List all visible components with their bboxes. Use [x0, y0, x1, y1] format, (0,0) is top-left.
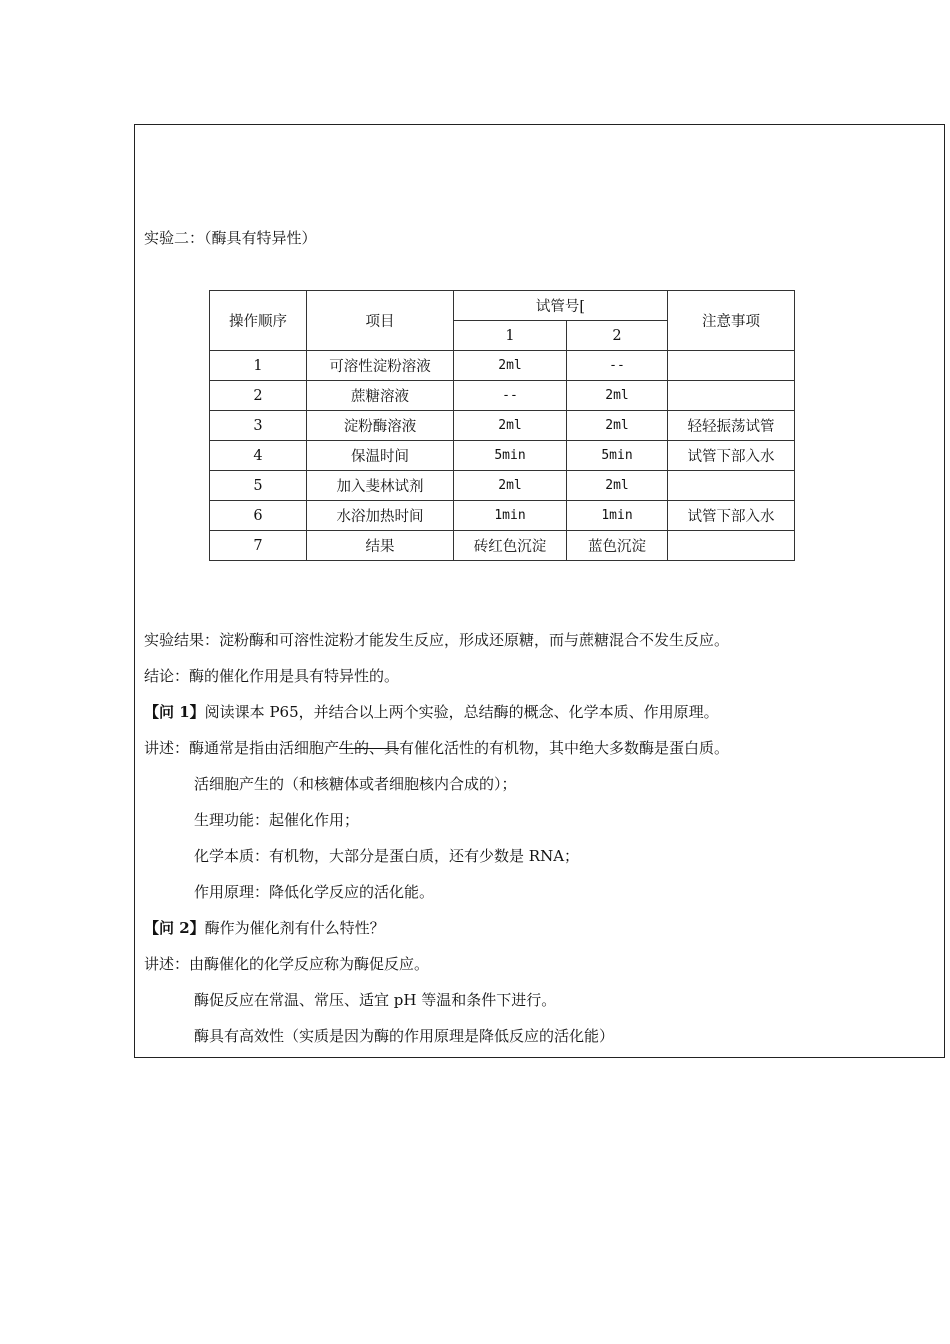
question-1	[144, 701, 719, 722]
cell-tube2: 蓝色沉淀	[567, 531, 668, 561]
header-tube-2: 2	[567, 321, 668, 351]
cell-tube2: --	[567, 351, 668, 381]
talk-1	[144, 737, 729, 758]
question-1-tag: 【问 1】	[144, 703, 205, 721]
table-row	[210, 381, 795, 411]
cell-note	[668, 531, 795, 561]
header-step: 操作顺序	[210, 291, 307, 351]
cell-tube1: 2ml	[454, 411, 567, 441]
question-2-text: 酶作为催化剂有什么特性？	[204, 919, 385, 937]
cell-note: 试管下部入水	[668, 441, 795, 471]
table-row	[210, 501, 795, 531]
cell-step: 2	[210, 381, 307, 411]
cell-tube2: 5min	[567, 441, 668, 471]
cell-item: 可溶性淀粉溶液	[307, 351, 454, 381]
talk-1-suffix: 有催化活性的有机物，其中绝大多数酶是蛋白质。	[399, 739, 730, 757]
cell-item: 结果	[307, 531, 454, 561]
experiment-table	[209, 290, 795, 561]
cell-step: 6	[210, 501, 307, 531]
talk-1-line: 作用原理：降低化学反应的活化能。	[194, 883, 435, 901]
talk-1-prefix: 讲述：酶通常是指由活细胞产	[144, 739, 340, 757]
table-row	[210, 531, 795, 561]
cell-tube2: 1min	[567, 501, 668, 531]
talk-1-line: 生理功能：起催化作用；	[194, 811, 360, 829]
cell-note: 试管下部入水	[668, 501, 795, 531]
talk-1-struck: 生的、具	[339, 739, 400, 757]
cell-tube2: 2ml	[567, 471, 668, 501]
cell-tube1: 砖红色沉淀	[454, 531, 567, 561]
cell-note	[668, 351, 795, 381]
cell-tube1: --	[454, 381, 567, 411]
talk-2: 讲述：由酶催化的化学反应称为酶促反应。	[144, 955, 430, 973]
cell-item: 淀粉酶溶液	[307, 411, 454, 441]
section-heading: 实验二：（酶具有特异性）	[144, 229, 317, 247]
cell-item: 保温时间	[307, 441, 454, 471]
cell-step: 1	[210, 351, 307, 381]
header-item: 项目	[307, 291, 454, 351]
talk-1-line: 化学本质：有机物，大部分是蛋白质，还有少数是 RNA；	[194, 847, 580, 865]
header-tube-1: 1	[454, 321, 567, 351]
header-notes: 注意事项	[668, 291, 795, 351]
talk-2-line: 酶具有高效性（实质是因为酶的作用原理是降低反应的活化能）	[194, 1027, 615, 1045]
question-1-text: 阅读课本 P65，并结合以上两个实验，总结酶的概念、化学本质、作用原理。	[204, 703, 719, 721]
question-2-tag: 【问 2】	[144, 919, 205, 937]
header-tube-group: 试管号[	[454, 291, 668, 321]
cell-item: 水浴加热时间	[307, 501, 454, 531]
cell-item: 蔗糖溶液	[307, 381, 454, 411]
cell-tube1: 1min	[454, 501, 567, 531]
cell-tube2: 2ml	[567, 381, 668, 411]
cell-step: 3	[210, 411, 307, 441]
talk-1-line: 活细胞产生的（和核糖体或者细胞核内合成的）；	[194, 775, 517, 793]
cell-item: 加入斐林试剂	[307, 471, 454, 501]
cell-tube1: 2ml	[454, 471, 567, 501]
table-row	[210, 351, 795, 381]
table-row	[210, 411, 795, 441]
cell-step: 5	[210, 471, 307, 501]
talk-2-line: 酶促反应在常温、常压、适宜 pH 等温和条件下进行。	[194, 991, 557, 1009]
cell-tube2: 2ml	[567, 411, 668, 441]
conclusion-text: 结论：酶的催化作用是具有特异性的。	[144, 667, 400, 685]
table-row	[210, 471, 795, 501]
result-text: 实验结果：淀粉酶和可溶性淀粉才能发生反应，形成还原糖，而与蔗糖混合不发生反应。	[144, 631, 730, 649]
table-row	[210, 441, 795, 471]
cell-note	[668, 381, 795, 411]
cell-note: 轻轻振荡试管	[668, 411, 795, 441]
cell-step: 4	[210, 441, 307, 471]
question-2	[144, 917, 385, 938]
cell-tube1: 5min	[454, 441, 567, 471]
cell-note	[668, 471, 795, 501]
cell-step: 7	[210, 531, 307, 561]
cell-tube1: 2ml	[454, 351, 567, 381]
